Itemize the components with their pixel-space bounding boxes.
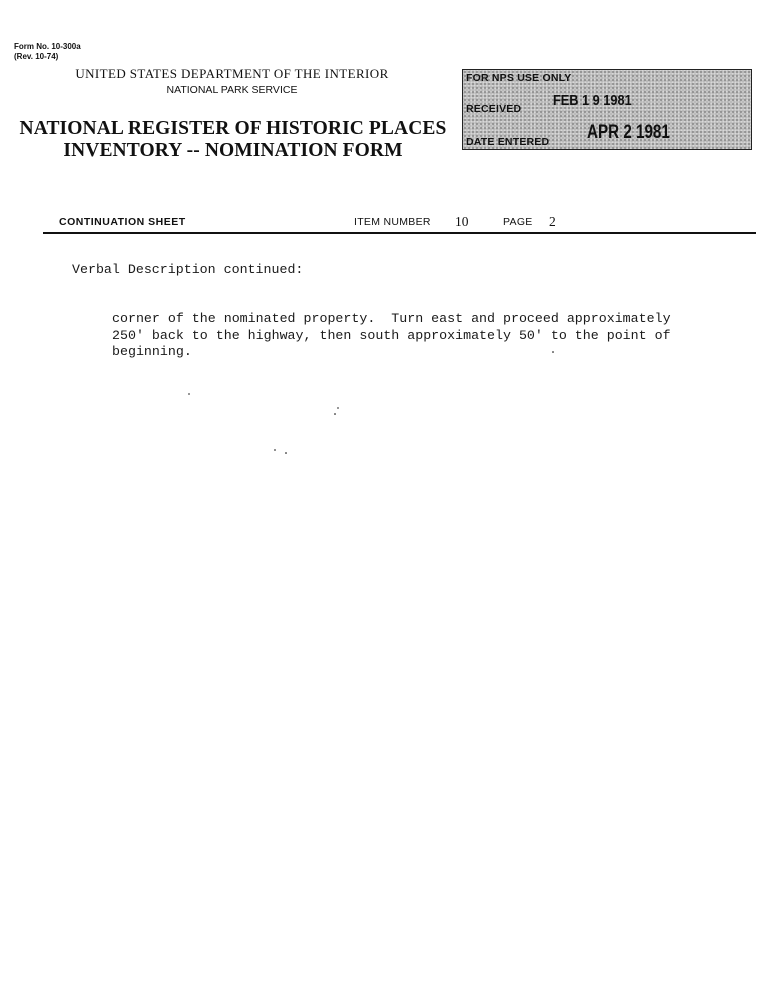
scan-speck bbox=[274, 449, 276, 451]
header-divider bbox=[43, 232, 756, 234]
scan-speck bbox=[337, 407, 339, 409]
scan-speck bbox=[334, 413, 336, 415]
form-title-line-1: NATIONAL REGISTER OF HISTORIC PLACES bbox=[19, 118, 447, 139]
date-entered-stamp: APR 2 1981 bbox=[587, 122, 670, 143]
scan-speck bbox=[285, 452, 287, 454]
nps-use-only-box bbox=[462, 69, 752, 150]
page-label: PAGE bbox=[503, 216, 533, 228]
form-number bbox=[14, 42, 81, 62]
scan-speck bbox=[188, 393, 190, 395]
description-body bbox=[112, 311, 671, 361]
received-label: RECEIVED bbox=[466, 103, 522, 115]
item-number-label: ITEM NUMBER bbox=[354, 216, 431, 228]
description-line: corner of the nominated property. Turn east and proceed approximately bbox=[112, 311, 671, 326]
service-name: NATIONAL PARK SERVICE bbox=[166, 84, 298, 96]
form-title-line-2: INVENTORY -- NOMINATION FORM bbox=[63, 140, 403, 161]
department-name: UNITED STATES DEPARTMENT OF THE INTERIOR bbox=[75, 66, 389, 81]
page-number-value: 2 bbox=[549, 214, 556, 229]
continuation-sheet-label: CONTINUATION SHEET bbox=[59, 216, 186, 228]
scan-speck bbox=[552, 351, 554, 353]
item-number-value: 10 bbox=[455, 214, 469, 229]
date-entered-label: DATE ENTERED bbox=[466, 136, 550, 148]
form-number-line: Form No. 10-300a bbox=[14, 42, 81, 51]
received-date-stamp: FEB 1 9 1981 bbox=[553, 92, 632, 109]
form-title bbox=[18, 118, 448, 162]
description-line: 250' back to the highway, then south approximately 50' to the point of bbox=[112, 327, 671, 343]
form-revision-line: (Rev. 10-74) bbox=[14, 52, 59, 61]
description-line: beginning. bbox=[112, 344, 192, 359]
section-heading: Verbal Description continued: bbox=[72, 262, 304, 277]
nps-use-only-heading: FOR NPS USE ONLY bbox=[466, 72, 572, 84]
